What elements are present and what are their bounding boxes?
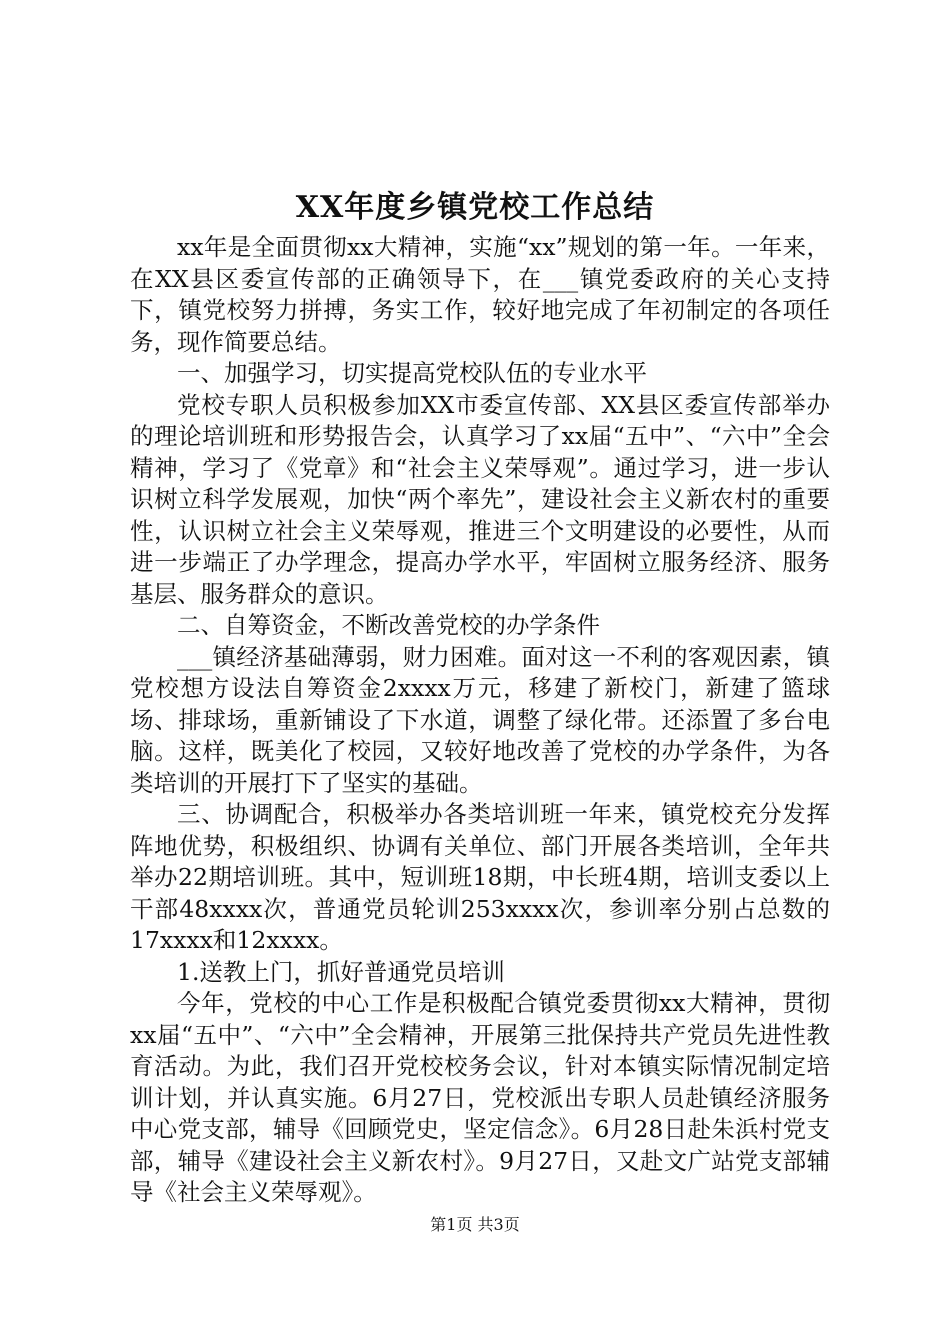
- page-footer: 第1页 共3页: [430, 1215, 520, 1234]
- section-heading-2: 二、自筹资金，不断改善党校的办学条件: [177, 611, 600, 639]
- document-body: [130, 232, 830, 1209]
- subsection-heading-1: 1.送教上门，抓好普通党员培训: [177, 957, 505, 986]
- paragraph-intro: xx年是全面贯彻xx大精神，实施“xx”规划的第一年。一年来，在XX县区委宣传部的正确领导下，在___镇党委政府的关心支持下，镇党校努力拼搏，务实工作，较好地完成了年初制定的各项任务，现作简要总结。: [130, 233, 830, 356]
- paragraph-training: 三、协调配合，积极举办各类培训班一年来，镇党校充分发挥阵地优势，积极组织、协调有关单位、部门开展各类培训，全年共举办22期培训班。其中，短训班18期，中长班4期，培训支委以上干部48xxxx次，普通党员轮训253xxxx次，参训率分别占总数的17xxxx和12xxxx。: [130, 800, 830, 954]
- paragraph-outreach: 今年，党校的中心工作是积极配合镇党委贯彻xx大精神，贯彻xx届“五中”、“六中”全会精神，开展第三批保持共产党员先进性教育活动。为此，我们召开党校校务会议，针对本镇实际情况制定培训计划，并认真实施。6月27日，党校派出专职人员赴镇经济服务中心党支部，辅导《回顾党史，坚定信念》。6月28日赴朱浜村党支部，辅导《建设社会主义新农村》。9月27日，又赴文广站党支部辅导《社会主义荣辱观》。: [130, 989, 830, 1206]
- paragraph-study: 党校专职人员积极参加XX市委宣传部、XX县区委宣传部举办的理论培训班和形势报告会，认真学习了xx届“五中”、“六中”全会精神，学习了《党章》和“社会主义荣辱观”。通过学习，进一步认识树立科学发展观，加快“两个率先”，建设社会主义新农村的重要性，认识树立社会主义荣辱观，推进三个文明建设的必要性，从而进一步端正了办学理念，提高办学水平，牢固树立服务经济、服务基层、服务群众的意识。: [130, 390, 830, 608]
- section-heading-1: 一、加强学习，切实提高党校队伍的专业水平: [177, 359, 647, 387]
- paragraph-funding: ___镇经济基础薄弱，财力困难。面对这一不利的客观因素，镇党校想方设法自筹资金2xxxx万元，移建了新校门，新建了篮球场、排球场，重新铺设了下水道，调整了绿化带。还添置了多台电脑。这样，既美化了校园，又较好地改善了党校的办学条件，为各类培训的开展打下了坚实的基础。: [130, 642, 830, 797]
- document-title: XX年度乡镇党校工作总结: [295, 190, 655, 225]
